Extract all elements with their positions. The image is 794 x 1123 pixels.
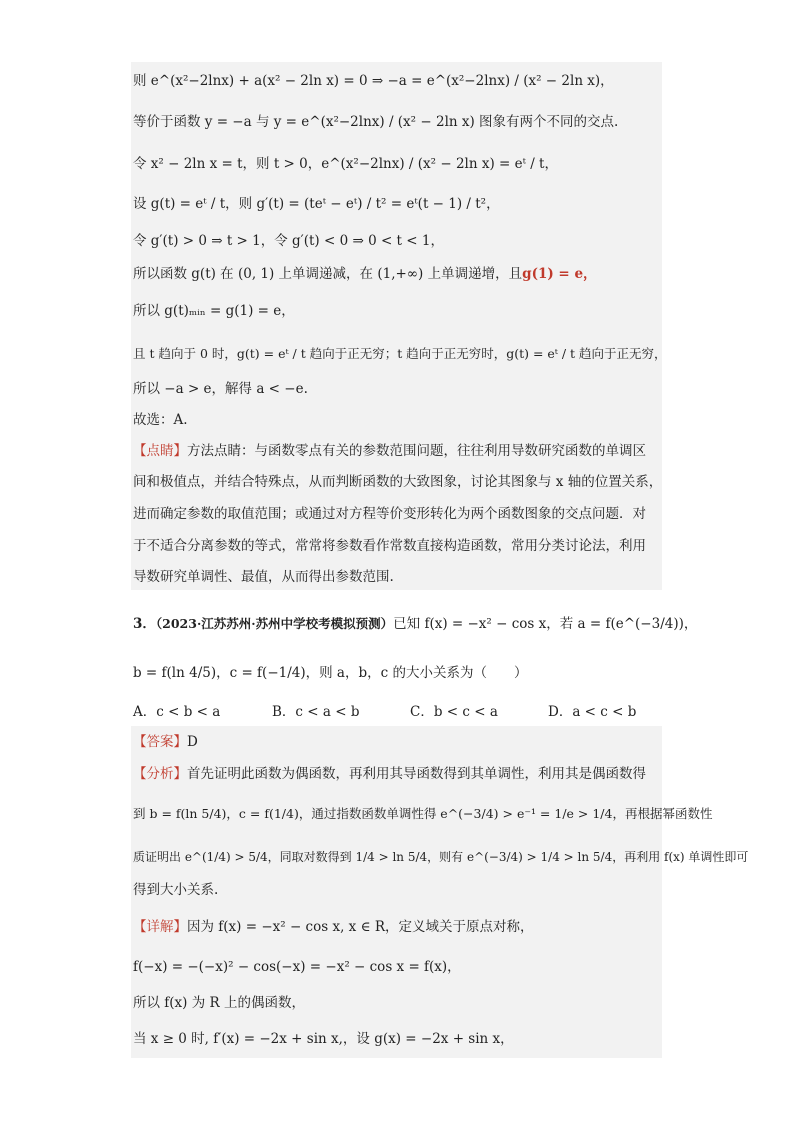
analysis-tag: 【分析】 <box>133 766 187 782</box>
dianjing-tag: 【点睛】 <box>133 443 187 459</box>
solution-line: 设 g(t) = eᵗ / t，则 g′(t) = (teᵗ − eᵗ) / t² = eᵗ(t − 1) / t²， <box>133 196 500 212</box>
detail-line <box>133 918 534 936</box>
answer-line <box>133 733 198 751</box>
detail-line: 当 x ≥ 0 时, f′(x) = −2x + sin x,，设 g(x) = −2x + sin x， <box>133 1031 514 1047</box>
solution-line: 令 g′(t) > 0 ⇒ t > 1，令 g′(t) < 0 ⇒ 0 < t < 1， <box>133 233 444 249</box>
analysis-line: 得到大小关系. <box>133 882 219 898</box>
option-b: B．c < a < b <box>272 704 360 720</box>
question-stem-line: b = f(ln 4/5)，c = f(−1/4)，则 a，b，c 的大小关系为（ ） <box>133 665 528 681</box>
answer-value: D <box>187 734 198 750</box>
dianjing-text: 方法点睛：与函数零点有关的参数范围问题，往往利用导数研究函数的单调区 <box>187 443 646 459</box>
question-stem: 已知 f(x) = −x² − cos x，若 a = f(e^(−3/4))， <box>393 616 698 632</box>
solution-line: 且 t 趋向于 0 时，g(t) = eᵗ / t 趋向于正无穷；t 趋向于正无穷时，g(t) = eᵗ / t 趋向于正无穷， <box>133 346 667 361</box>
solution-line <box>133 265 597 283</box>
detail-text: 因为 f(x) = −x² − cos x, x ∈ R，定义域关于原点对称， <box>187 919 534 935</box>
dianjing-line: 间和极值点，并结合特殊点，从而判断函数的大致图象，讨论其图象与 x 轴的位置关系， <box>133 474 663 490</box>
question-number: 3． <box>133 616 156 632</box>
dianjing-line: 导数研究单调性、最值，从而得出参数范围. <box>133 569 394 585</box>
dianjing-line: 于不适合分离参数的等式，常常将参数看作常数直接构造函数，常用分类讨论法，利用 <box>133 538 646 554</box>
analysis-line <box>133 765 646 783</box>
option-c: C．b < c < a <box>410 704 498 720</box>
dianjing-line <box>133 442 646 460</box>
answer-tag: 【答案】 <box>133 734 187 750</box>
question-header <box>133 615 697 633</box>
solution-line: 所以 g(t)ₘᵢₙ = g(1) = e， <box>133 303 295 319</box>
solution-line: 令 x² − 2ln x = t，则 t > 0，e^(x²−2lnx) / (x² − 2ln x) = eᵗ / t， <box>133 156 558 172</box>
g1-highlight: g(1) = e， <box>522 266 597 282</box>
solution-line: 所以 −a > e，解得 a < −e. <box>133 381 308 397</box>
solution-line: 则 e^(x²−2lnx) + a(x² − 2ln x) = 0 ⇒ −a = e^(x²−2lnx) / (x² − 2ln x)， <box>133 73 614 89</box>
solution-line: 故选：A. <box>133 412 188 428</box>
detail-line: f(−x) = −(−x)² − cos(−x) = −x² − cos x = f(x)， <box>133 959 461 975</box>
monotonic-text: 所以函数 g(t) 在 (0, 1) 上单调递减，在 (1,+∞) 上单调递增，且 <box>133 266 523 282</box>
solution-line: 等价于函数 y = −a 与 y = e^(x²−2lnx) / (x² − 2ln x) 图象有两个不同的交点. <box>133 114 619 130</box>
option-d: D．a < c < b <box>548 704 637 720</box>
dianjing-line: 进而确定参数的取值范围；或通过对方程等价变形转化为两个函数图象的交点问题．对 <box>133 506 646 522</box>
detail-line: 所以 f(x) 为 R 上的偶函数， <box>133 995 305 1011</box>
analysis-line: 质证明出 e^(1/4) > 5/4，同取对数得到 1/4 > ln 5/4，则有 e^(−3/4) > 1/4 > ln 5/4，再利用 f(x) 单调性即可 <box>133 850 749 864</box>
detail-tag: 【详解】 <box>133 919 187 935</box>
analysis-line: 到 b = f(ln 5/4)，c = f(1/4)，通过指数函数单调性得 e^(−3/4) > e⁻¹ = 1/e > 1/4，再根据幂函数性 <box>133 806 713 821</box>
analysis-text: 首先证明此函数为偶函数，再利用其导函数得到其单调性，利用其是偶函数得 <box>187 766 646 782</box>
question-source: （2023·江苏苏州·苏州中学校考模拟预测） <box>155 616 394 631</box>
option-a: A．c < b < a <box>133 704 221 720</box>
